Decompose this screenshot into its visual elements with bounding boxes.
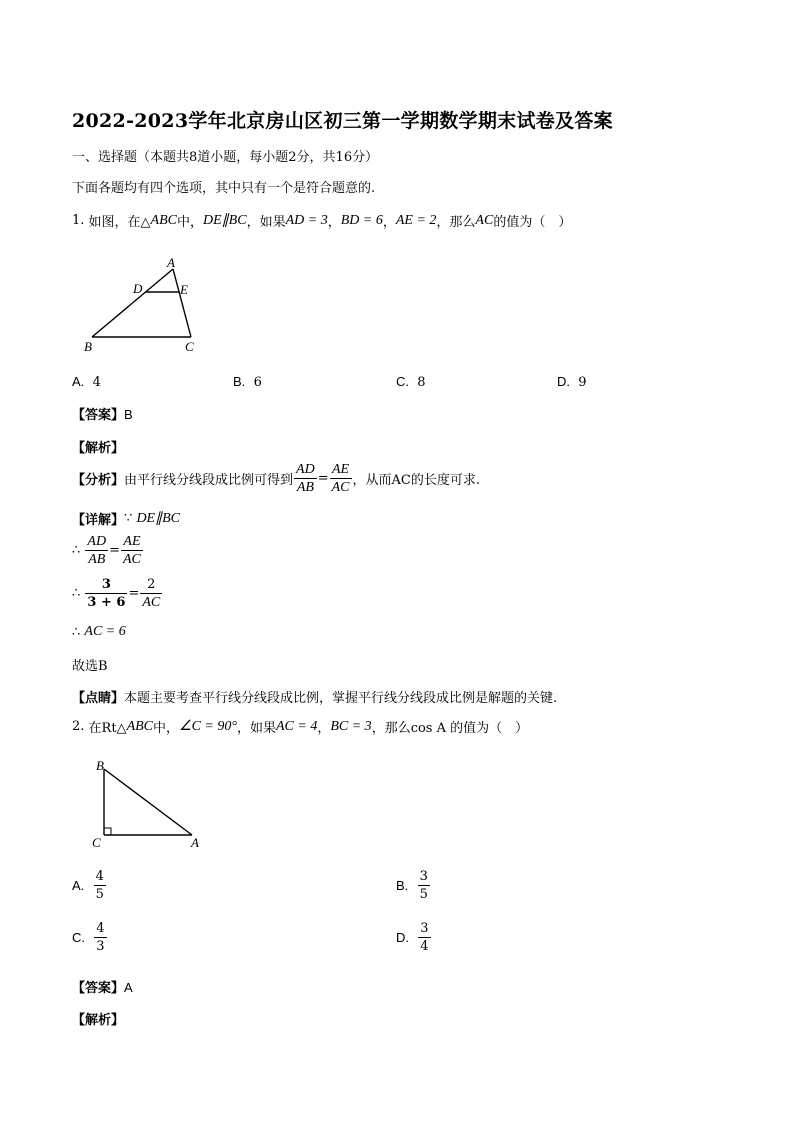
fenxi-line [72,461,480,496]
stem-text: 中， [177,215,204,230]
answer-label: 【答案】 [72,981,125,996]
option-d[interactable] [396,920,432,955]
instruction-text: 下面各题均有四个选项，其中只有一个是符合题意的. [72,181,376,196]
option-b[interactable] [396,868,431,903]
therefore-symbol: ∴ [72,543,81,558]
page-title: 2022-2023学年北京房山区初三第一学期数学期末试卷及答案 [72,110,613,132]
answer-line [72,404,133,423]
option-a[interactable] [72,868,107,903]
condition-bc: BC = 3 [330,718,372,734]
point-c-label: C [185,339,194,354]
option-value: 8 [417,375,426,390]
option-fraction: $\frac{4}{3}$ [96,921,105,954]
because-symbol: ∵ [124,511,133,526]
option-fraction: $\frac{4}{5}$ [95,869,104,902]
option-letter: A. [72,878,85,893]
point-c-label: C [92,835,101,850]
stem-text: 的值为（ ） [493,215,572,230]
equals-sign: = [109,543,120,558]
fraction-ae-ac: $\frac{AE}{AC}$ [331,462,350,495]
condition-ad: AD = 3 [285,212,328,228]
point-b-label: B [84,339,92,354]
therefore-symbol: ∴ [72,586,81,601]
fraction-2-over-ac: $\frac{2}{AC}$ [142,577,161,610]
point-d-label: D [133,281,143,296]
point-e-label: E [180,282,188,297]
point-a-label: A [191,835,199,850]
option-fraction: $\frac{3}{5}$ [419,869,428,902]
segment-ab [92,269,173,337]
xiangjie-label: 【详解】 [72,513,125,528]
option-value: 4 [92,375,101,390]
equals-sign: = [128,586,140,601]
fenxi-text: 由平行线分线段成比例可得到 [124,473,294,488]
condition-ac: AC = 4 [275,718,318,734]
proof-step-1 [72,533,144,568]
dianjing-label: 【点睛】 [72,691,125,706]
analysis-heading: 【解析】 [72,1013,125,1028]
stem-text: ，那么cos A 的值为（ ） [371,721,529,736]
xiangjie-line [72,509,180,528]
parallel-condition: DE∥BC [203,213,247,228]
choose-line: 故选B [72,659,108,674]
option-letter: B. [233,374,246,389]
stem-text: 中， [153,721,180,736]
answer-line [72,977,133,996]
segment-ac [173,269,191,337]
option-letter: C. [72,930,85,945]
option-value: 6 [253,375,262,390]
option-letter: D. [396,930,409,945]
angle-condition: ∠C = 90° [179,719,237,734]
section-heading: 一、选择题（本题共8道小题，每小题2分，共16分） [72,150,379,165]
comma: ， [382,215,396,230]
result-ac: AC = 6 [84,624,126,639]
condition-bd: BD = 6 [340,212,383,228]
comma: ， [327,215,341,230]
stem-text: 如图，在△ [88,215,151,230]
condition-ae: AE = 2 [395,212,437,228]
question-1-stem [72,211,571,230]
question-number: 1. [72,213,85,228]
option-value: 9 [578,375,587,390]
stem-text: ，如果 [236,721,276,736]
option-c[interactable] [396,374,426,390]
point-a-label: A [167,255,175,270]
point-b-label: B [96,758,104,773]
stem-text: 在Rt△ [88,721,127,736]
option-fraction: $\frac{3}{4}$ [420,921,429,954]
analysis-heading: 【解析】 [72,441,125,456]
option-letter: C. [396,374,409,389]
option-letter: B. [396,878,409,893]
dianjing-text: 本题主要考查平行线分线段成比例，掌握平行线分线段成比例是解题的关键. [124,691,558,706]
question-2-stem [72,717,528,736]
option-a[interactable] [72,374,101,390]
therefore-symbol: ∴ [72,624,81,640]
stem-text: ，如果 [246,215,286,230]
proof-step-2 [72,576,163,611]
answer-value: A [124,980,133,995]
dianjing-line [72,687,557,706]
option-letter: D. [557,374,570,389]
fenxi-text: ，从而AC的长度可求. [352,473,480,488]
triangle-name: ABC [150,212,177,228]
question-2-figure [88,755,208,855]
parallel-condition: DE∥BC [136,511,180,526]
equals-sign: = [317,471,329,486]
answer-value: B [124,407,133,422]
fraction-3-over-3-plus-6: $\frac{3}{3 + 6}$ [87,577,126,610]
triangle-name: ABC [126,718,154,734]
comma: ， [317,721,331,736]
option-letter: A. [72,374,85,389]
fenxi-label: 【分析】 [72,473,125,488]
option-b[interactable] [233,374,262,390]
segment-ab [104,769,192,835]
question-1-figure [80,255,210,355]
right-angle-mark [104,828,111,835]
option-d[interactable] [557,374,587,390]
stem-text: ，那么 [436,215,476,230]
target-ac: AC [475,212,494,228]
fraction-ad-ab: $\frac{AD}{AB}$ [87,534,107,567]
answer-label: 【答案】 [72,408,125,423]
fraction-ad-ab: $\frac{AD}{AB}$ [296,462,315,495]
option-c[interactable] [72,920,108,955]
fraction-ae-ac: $\frac{AE}{AC}$ [123,534,141,567]
question-number: 2. [72,719,85,734]
proof-result [72,624,126,640]
